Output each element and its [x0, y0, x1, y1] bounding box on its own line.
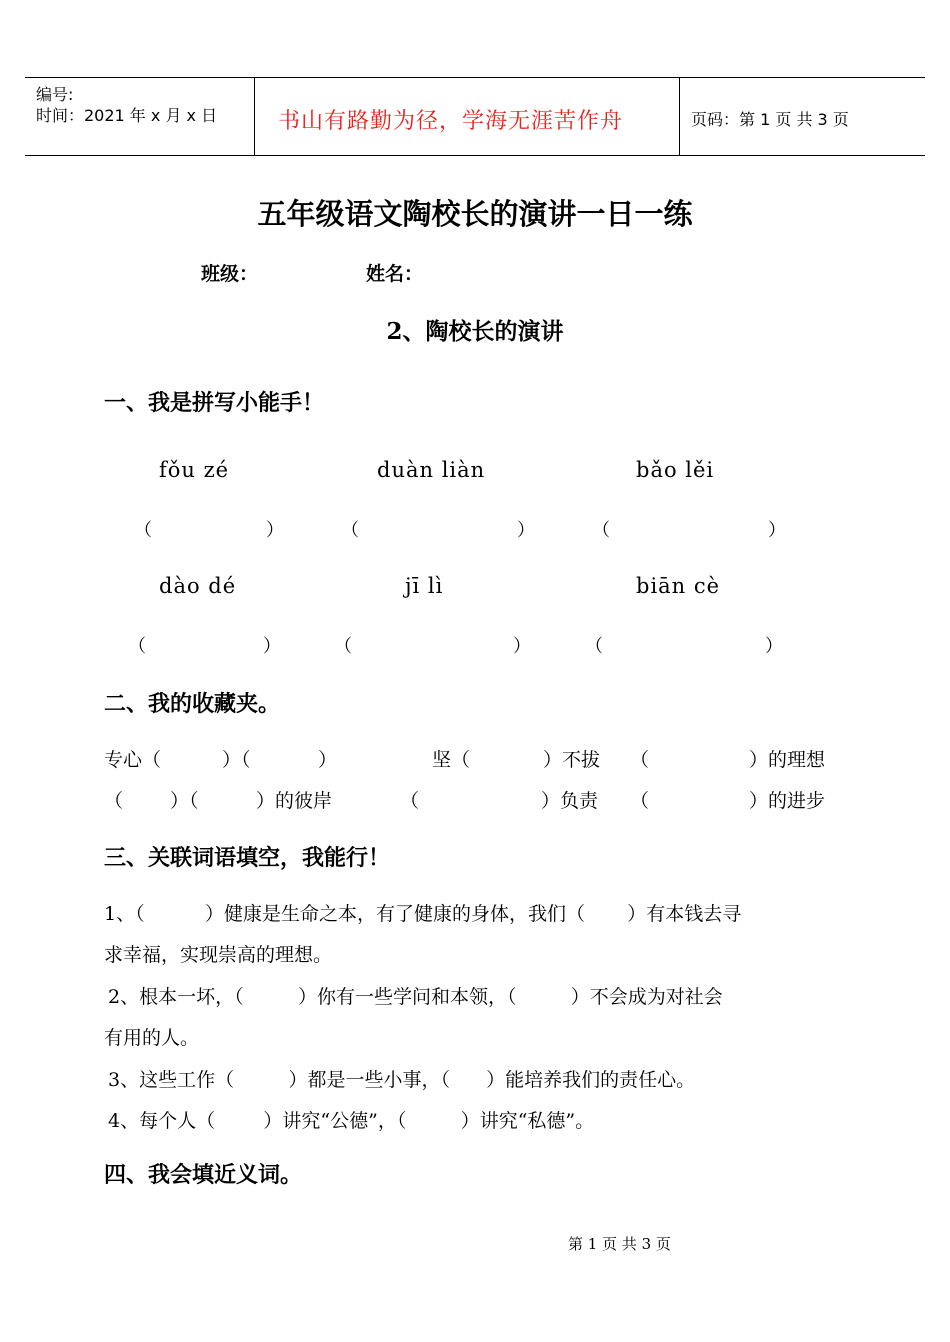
header-divider-right: [679, 78, 680, 155]
header-motto: 书山有路勤为径，学海无涯苦作舟: [278, 109, 624, 134]
collection-fragment: ）（: [170, 790, 199, 812]
section1-heading: 一、我是拼写小能手！: [104, 390, 325, 416]
collection-fragment: ）: [318, 749, 338, 771]
collection-fragment: （: [400, 790, 420, 812]
section3-heading: 三、关联词语填空，我能行！: [104, 845, 391, 871]
question-1-line-1: 1、（ ）健康是生命之本，有了健康的身体，我们（ ）有本钱去寻: [104, 903, 742, 925]
pinyin-item: duàn liàn: [377, 458, 486, 482]
question-1-line-2: 求幸福，实现崇高的理想。: [104, 944, 333, 966]
answer-blank-close: ）: [765, 636, 783, 657]
header-top-border: [25, 77, 925, 78]
pinyin-item: bǎo lěi: [636, 458, 715, 482]
section2-heading: 二、我的收藏夹。: [104, 691, 281, 717]
question-3: 3、这些工作（ ）都是一些小事，（ ）能培养我们的责任心。: [108, 1069, 696, 1091]
collection-fragment: （: [104, 790, 124, 812]
answer-blank-open: （: [128, 636, 146, 657]
pinyin-item: fǒu zé: [159, 458, 230, 482]
pinyin-item: biān cè: [636, 574, 721, 598]
collection-fragment: 坚（: [432, 749, 471, 771]
collection-fragment: ）（: [222, 749, 251, 771]
page-footer: 第 1 页 共 3 页: [568, 1235, 671, 1253]
pinyin-item: dào dé: [159, 574, 237, 598]
section4-heading: 四、我会填近义词。: [104, 1162, 303, 1188]
answer-blank-close: ）: [768, 520, 786, 541]
collection-fragment: 专心（: [104, 749, 162, 771]
answer-blank-close: ）: [266, 520, 284, 541]
collection-fragment: ）不拔: [543, 749, 601, 771]
collection-fragment: ）的理想: [749, 749, 826, 771]
answer-blank-open: （: [585, 636, 603, 657]
answer-blank-open: （: [134, 520, 152, 541]
question-4: 4、每个人（ ）讲究“公德”，（ ）讲究“私德”。: [108, 1110, 595, 1132]
question-2-line-1: 2、根本一坏，（ ）你有一些学问和本领，（ ）不会成为对社会: [108, 986, 723, 1008]
header-bottom-border: [25, 155, 925, 156]
question-2-line-2: 有用的人。: [104, 1027, 200, 1049]
lesson-title: 2、陶校长的演讲: [386, 318, 564, 345]
collection-fragment: ）负责: [541, 790, 599, 812]
document-time-label: 时间：2021 年 x 月 x 日: [36, 106, 218, 125]
answer-blank-close: ）: [263, 636, 281, 657]
class-label: 班级：: [201, 263, 259, 285]
answer-blank-open: （: [592, 520, 610, 541]
collection-fragment: ）的彼岸: [256, 790, 333, 812]
collection-fragment: ）的进步: [749, 790, 826, 812]
answer-blank-close: ）: [513, 636, 531, 657]
header-page-info: 页码：第 1 页 共 3 页: [691, 110, 849, 129]
answer-blank-open: （: [341, 520, 359, 541]
answer-blank-open: （: [334, 636, 352, 657]
header-divider-left: [254, 78, 255, 155]
pinyin-item: jī lì: [405, 574, 444, 598]
collection-fragment: （: [630, 749, 650, 771]
page-title: 五年级语文陶校长的演讲一日一练: [257, 197, 693, 231]
collection-fragment: （: [630, 790, 650, 812]
name-label: 姓名：: [366, 263, 424, 285]
document-number-label: 编号:: [36, 85, 74, 104]
answer-blank-close: ）: [517, 520, 535, 541]
